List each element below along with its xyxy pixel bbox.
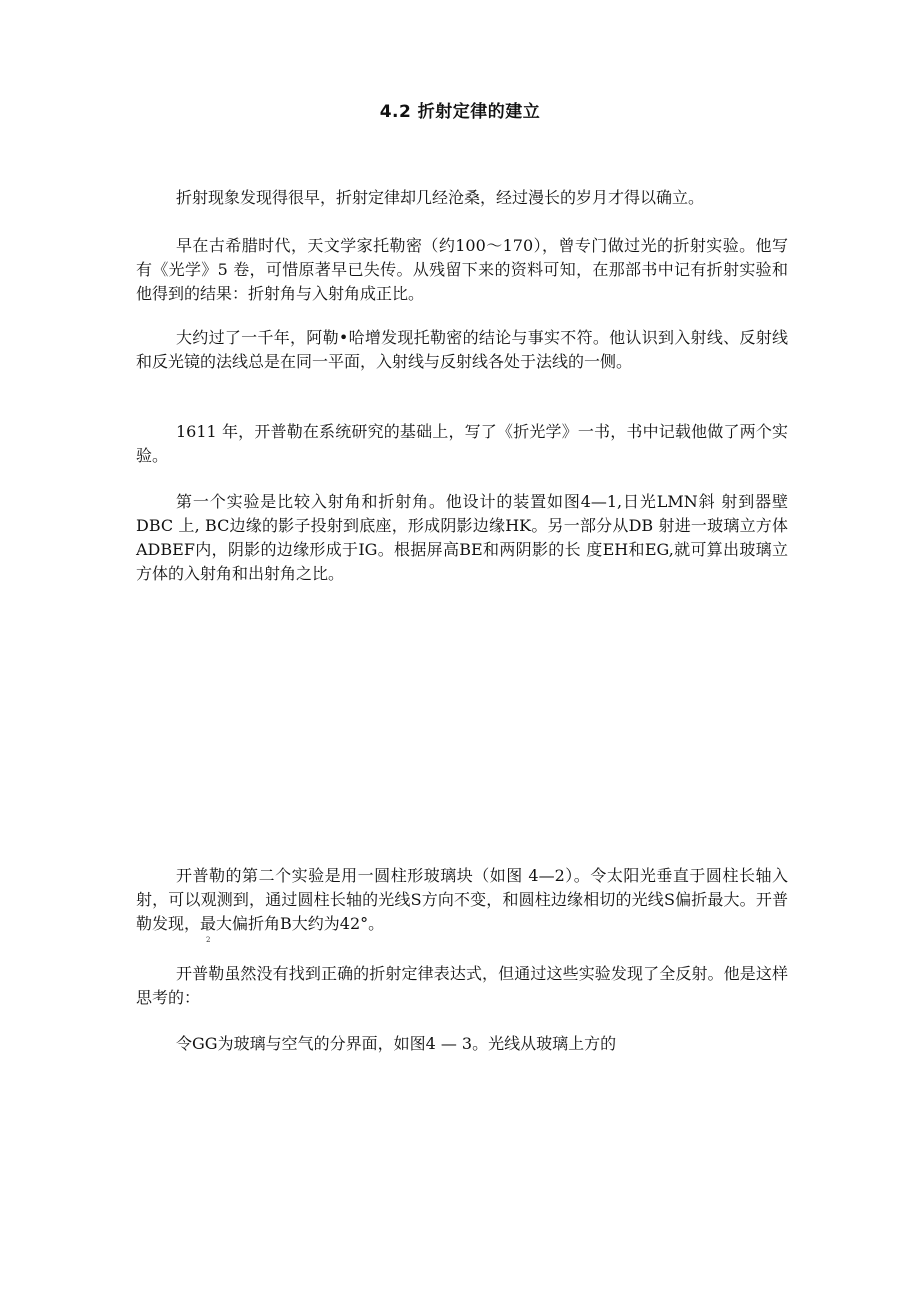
paragraph-first-experiment: 第一个实验是比较入射角和折射角。他设计的装置如图4—1,日光LMN斜 射到器壁DBC 上, BC边缘的影子投射到底座，形成阴影边缘HK。另一部分从DB 射进一玻璃立方体ADBEF内，阴影的边缘形成于IG。根据屏高BE和两阴影的长 度EH和EG,就可算出玻璃立方体的入射角和出射角之比。 — [136, 492, 788, 583]
footnote-mark: 2 — [206, 936, 211, 944]
section-title: 4.2 折射定律的建立 — [379, 102, 541, 122]
paragraph-kepler-1611: 1611 年，开普勒在系统研究的基础上，写了《折光学》一书，书中记载他做了两个实验。 — [136, 422, 788, 465]
paragraph-interface: 令GG为玻璃与空气的分界面，如图4 — 3。光线从玻璃上方的 — [176, 1034, 617, 1053]
paragraph-alhazen: 大约过了一千年，阿勒•哈增发现托勒密的结论与事实不符。他认识到入射线、反射线和反光镜的法线总是在同一平面，入射线与反射线各处于法线的一侧。 — [136, 328, 788, 371]
figure-placeholder — [136, 600, 788, 840]
paragraph-ptolemy: 早在古希腊时代，天文学家托勒密（约100～170），曾专门做过光的折射实验。他写有《光学》5 卷，可惜原著早已失传。从残留下来的资料可知，在那部书中记有折射实验和他得到的结果：折射角与入射角成正比。 — [136, 236, 788, 303]
paragraph-total-reflection: 开普勒虽然没有找到正确的折射定律表达式，但通过这些实验发现了全反射。他是这样思考的： — [136, 964, 788, 1007]
paragraph-intro: 折射现象发现得很早，折射定律却几经沧桑，经过漫长的岁月才得以确立。 — [176, 188, 705, 207]
paragraph-second-experiment: 开普勒的第二个实验是用一圆柱形玻璃块（如图 4—2）。令太阳光垂直于圆柱长轴入射，可以观测到，通过圆柱长轴的光线S方向不变，和圆柱边缘相切的光线S偏折最大。开普勒发现，最大偏折角B大约为42°。 — [136, 866, 788, 933]
